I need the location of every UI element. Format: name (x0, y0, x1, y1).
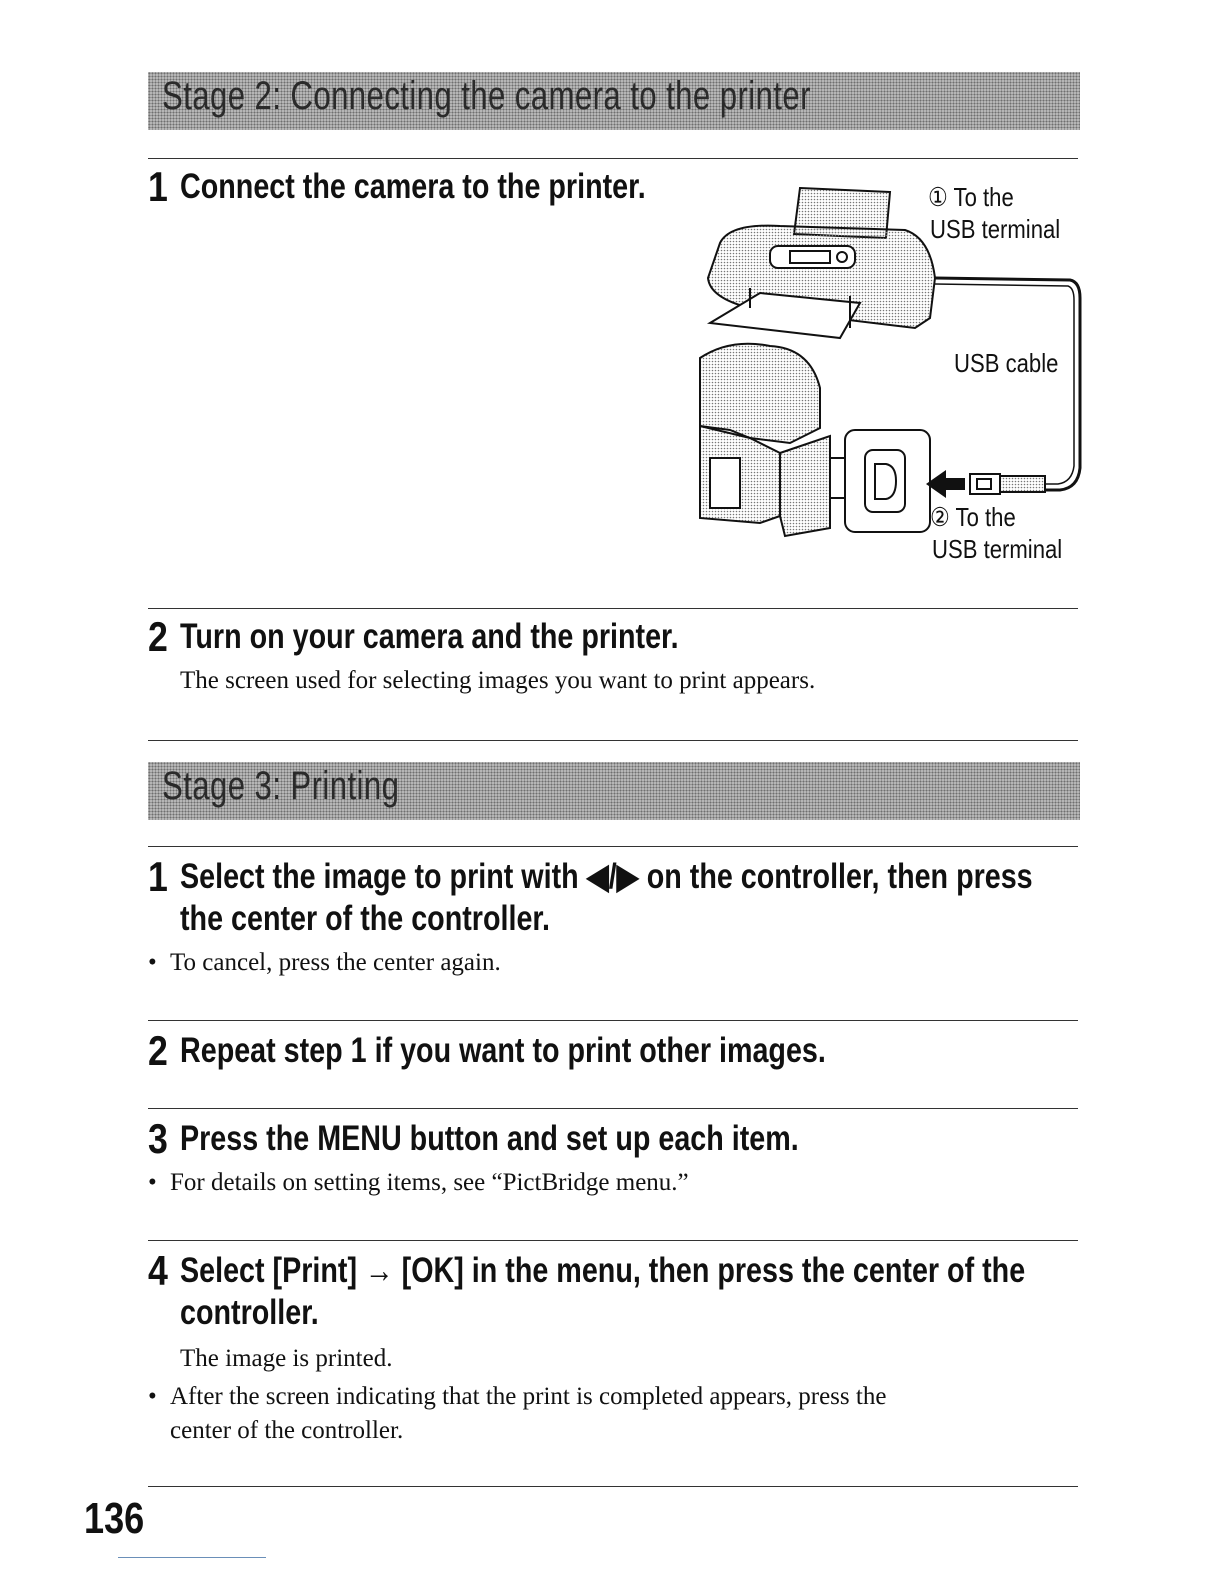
callout-camera-terminal-line2: USB terminal (932, 534, 1063, 564)
stage-3-header (148, 762, 1080, 820)
step-title-line-2: the center of the controller. (180, 899, 550, 938)
divider (148, 608, 1078, 609)
step-number: 1 (148, 853, 168, 900)
usb-cable-line (935, 278, 1080, 490)
bullet-text-line-2: center of the controller. (170, 1417, 404, 1444)
stage-3-step-3 (148, 1115, 1078, 1200)
bullet-text: For details on setting items, see “PictBridge menu.” (170, 1169, 689, 1196)
stage-3-step-1 (148, 853, 1078, 980)
camera-icon (700, 344, 830, 536)
step-bullet: • To cancel, press the center again. (148, 946, 1078, 980)
usb-terminal-icon (830, 430, 930, 532)
callout-printer-terminal-line2: USB terminal (930, 214, 1061, 244)
page-number: 136 (84, 1494, 145, 1543)
step-number: 4 (148, 1247, 168, 1294)
callout-printer-terminal-line1: ① To the (928, 182, 1014, 212)
step-title: Connect the camera to the printer. (180, 167, 646, 206)
step-number: 2 (148, 613, 168, 660)
usb-plug-icon (970, 474, 1045, 494)
divider (148, 1108, 1078, 1109)
step-description: The screen used for selecting images you want to print appears. (180, 667, 816, 694)
step-number: 1 (148, 163, 168, 210)
divider (148, 740, 1078, 741)
step-title-line-1: Select [Print] → [OK] in the menu, then press the center of the (180, 1251, 1026, 1290)
bullet-text-line-1: After the screen indicating that the print is completed appears, press the (170, 1383, 887, 1410)
step-description: The image is printed. (180, 1345, 393, 1372)
divider (148, 1240, 1078, 1241)
stage-2-header (148, 72, 1080, 130)
stage-2-step-2 (148, 613, 1078, 698)
printer-camera-connection-illustration (690, 168, 1090, 578)
step-title-line-2: controller. (180, 1293, 319, 1332)
step-bullet: • For details on setting items, see “PictBridge menu.” (148, 1166, 1078, 1200)
bullet-text: To cancel, press the center again. (170, 949, 501, 976)
usb-cable-label: USB cable (954, 348, 1059, 378)
step-title: Repeat step 1 if you want to print other images. (180, 1031, 826, 1070)
step-title: Press the MENU button and set up each item. (180, 1119, 799, 1158)
step-number: 3 (148, 1115, 168, 1162)
stage-3-title: Stage 3: Printing (162, 764, 400, 808)
stage-3-step-4 (148, 1247, 1078, 1448)
step-title-line-1: Select the image to print with ◀/▶ on the controller, then press (180, 857, 1033, 896)
page-underline (118, 1557, 266, 1558)
stage-3-step-2 (148, 1027, 1078, 1074)
divider (148, 1486, 1078, 1487)
step-number: 2 (148, 1027, 168, 1074)
stage-2-title: Stage 2: Connecting the camera to the printer (162, 74, 811, 118)
arrow-icon (926, 470, 965, 498)
callout-camera-terminal-line1: ② To the (930, 502, 1016, 532)
step-bullet: • After the screen indicating that the print is completed appears, press the center of the controller. (148, 1380, 1078, 1448)
printer-icon (708, 188, 935, 338)
step-title: Turn on your camera and the printer. (180, 617, 679, 656)
divider (148, 158, 1078, 159)
divider (148, 846, 1078, 847)
divider (148, 1020, 1078, 1021)
